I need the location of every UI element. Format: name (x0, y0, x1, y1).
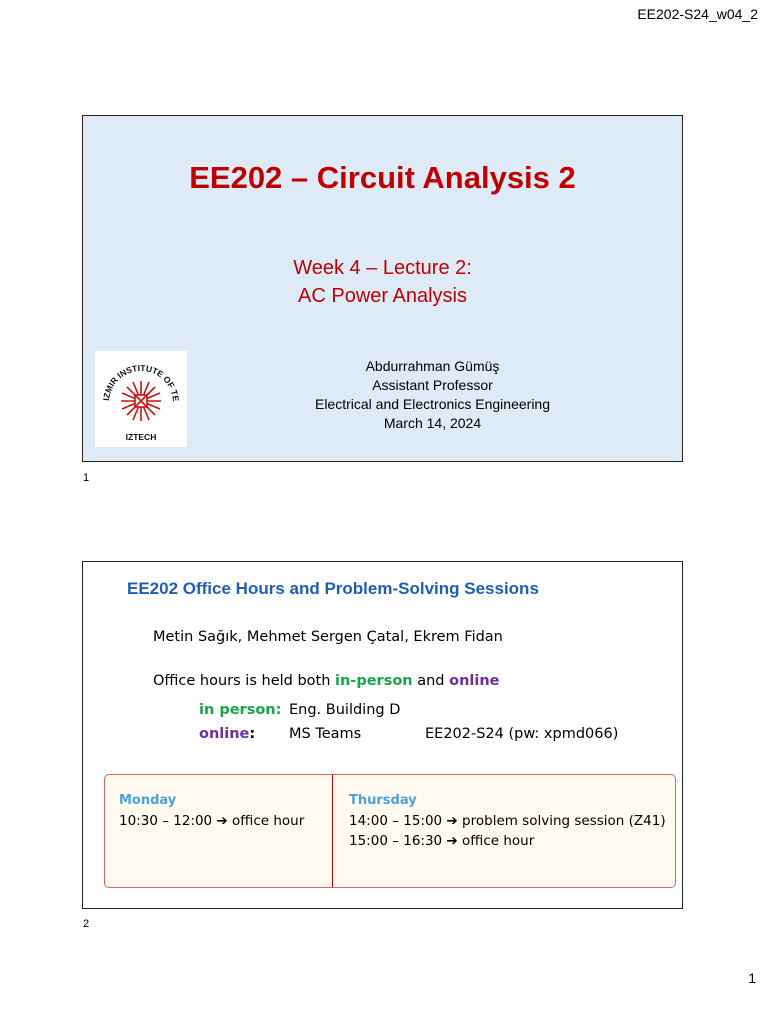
slide-1-title: EE202 – Circuit Analysis 2 (189, 160, 576, 195)
page-number: 1 (748, 970, 756, 986)
lecture-date: March 14, 2024 (383, 415, 482, 431)
thursday-entry-1: 14:00 – 15:00 ➔ problem solving session (Z41) (349, 813, 666, 829)
logo-arc-text: IZMIR INSTITUTE OF TE (101, 362, 182, 402)
monday-heading: Monday (119, 793, 177, 808)
in-person-location: Eng. Building D (289, 702, 401, 718)
monday-entry: 10:30 – 12:00 ➔ office hour (119, 813, 305, 829)
online-highlight: online (449, 673, 500, 689)
in-person-label: in person: (199, 702, 282, 718)
author-department: Electrical and Electronics Engineering (314, 396, 550, 412)
online-team-code: EE202-S24 (pw: xpmd066) (425, 726, 619, 742)
subtitle-line-1: Week 4 – Lecture 2: (293, 257, 472, 279)
author-block (183, 357, 682, 433)
logo-bottom-text: IZTECH (125, 432, 157, 442)
subtitle-line-2: AC Power Analysis (298, 285, 467, 307)
schedule-divider (332, 775, 333, 887)
staff-names: Metin Sağık, Mehmet Sergen Çatal, Ekrem Fidan (153, 629, 503, 645)
online-label: online (199, 726, 250, 742)
iztech-logo (95, 351, 187, 447)
online-label-colon: : (249, 726, 256, 742)
thursday-entry-2: 15:00 – 16:30 ➔ office hour (349, 833, 535, 849)
slide-1-subtitle (83, 254, 682, 310)
schedule-box (104, 774, 676, 888)
author-position: Assistant Professor (372, 377, 493, 393)
slide-1 (82, 115, 683, 462)
document-header-code: EE202-S24_w04_2 (637, 6, 758, 22)
slide-2 (82, 561, 683, 909)
thursday-heading: Thursday (349, 793, 417, 808)
office-hours-and: and (412, 673, 450, 689)
slide-1-number: 1 (83, 472, 90, 484)
office-hours-statement (153, 673, 500, 689)
slide-2-number: 2 (83, 918, 90, 930)
online-label-group (199, 726, 255, 742)
author-name: Abdurrahman Gümüş (365, 358, 500, 374)
online-platform: MS Teams (289, 726, 362, 742)
office-hours-prefix: Office hours is held both (153, 673, 336, 689)
in-person-highlight: in-person (335, 673, 413, 689)
slide-2-title: EE202 Office Hours and Problem-Solving Sessions (127, 579, 539, 598)
